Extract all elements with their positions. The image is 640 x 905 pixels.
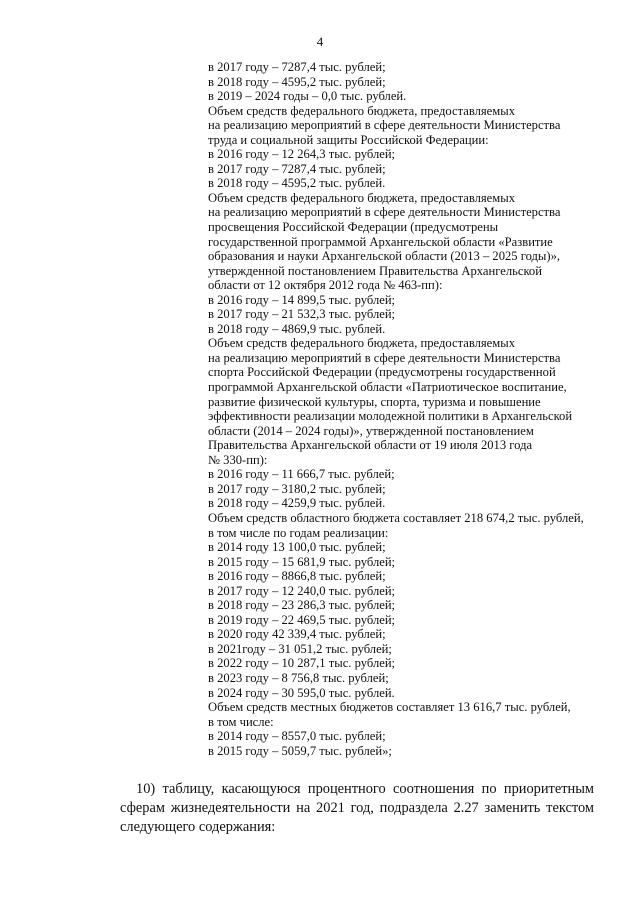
text-line: труда и социальной защиты Российской Федерации: <box>208 132 489 147</box>
text-line: в 2024 году – 30 595,0 тыс. рублей. <box>208 685 395 700</box>
text-line: на реализацию мероприятий в сфере деятельности Министерства <box>208 118 561 133</box>
text-line: Объем средств местных бюджетов составляет 13 616,7 тыс. рублей, <box>208 700 571 715</box>
text-line: в 2018 году – 4595,2 тыс. рублей. <box>208 176 386 191</box>
text-line: в том числе по годам реализации: <box>208 525 389 540</box>
text-line: в 2015 году – 5059,7 тыс. рублей»; <box>208 743 392 758</box>
text-line: на реализацию мероприятий в сфере деятельности Министерства <box>208 205 561 220</box>
text-line: области от 12 октября 2012 года № 463-пп): <box>208 278 443 293</box>
amendment-text-block <box>208 60 608 758</box>
text-line: в 2017 году – 7287,4 тыс. рублей; <box>208 161 386 176</box>
text-line: в 2014 году 13 100,0 тыс. рублей; <box>208 540 386 555</box>
text-line: в 2016 году – 14 899,5 тыс. рублей; <box>208 292 396 307</box>
page-number: 4 <box>316 34 324 49</box>
paragraph-line: сферам жизнедеятельности на 2021 год, подраздела 2.27 заменить текстом <box>120 800 594 816</box>
text-line: в 2017 году – 3180,2 тыс. рублей; <box>208 481 386 496</box>
text-line: Объем средств областного бюджета составляет 218 674,2 тыс. рублей, <box>208 510 584 525</box>
text-line: на реализацию мероприятий в сфере деятельности Министерства <box>208 350 561 365</box>
text-line: в 2021году – 31 051,2 тыс. рублей; <box>208 641 392 656</box>
text-line: в 2018 году – 4869,9 тыс. рублей. <box>208 321 386 336</box>
text-line: в 2018 году – 23 286,3 тыс. рублей; <box>208 598 396 613</box>
text-line: государственной программой Архангельской области «Развитие <box>208 234 553 249</box>
text-line: спорта Российской Федерации (предусмотрены государственной <box>208 365 556 380</box>
text-line: Правительства Архангельской области от 19 июля 2013 года <box>208 438 533 453</box>
text-line: в 2020 году 42 339,4 тыс. рублей; <box>208 627 386 642</box>
text-line: развитие физической культуры, спорта, туризма и повышение <box>208 394 541 409</box>
text-line: Объем средств федерального бюджета, предоставляемых <box>208 190 515 205</box>
text-line: программой Архангельской области «Патриотическое воспитание, <box>208 380 567 395</box>
text-line: области (2014 – 2024 годы)», утвержденной постановлением <box>208 423 534 438</box>
text-line: в 2023 году – 8 756,8 тыс. рублей; <box>208 670 389 685</box>
text-line: Объем средств федерального бюджета, предоставляемых <box>208 336 515 351</box>
text-line: просвещения Российской Федерации (предусмотрены <box>208 220 499 235</box>
amendment-paragraph <box>120 780 594 837</box>
text-line: Объем средств федерального бюджета, предоставляемых <box>208 103 515 118</box>
text-line: в 2018 году – 4259,9 тыс. рублей. <box>208 496 386 511</box>
text-line: в 2014 году – 8557,0 тыс. рублей; <box>208 729 386 744</box>
text-line: образования и науки Архангельской области (2013 – 2025 годы)», <box>208 249 561 264</box>
text-line: в 2022 году – 10 287,1 тыс. рублей; <box>208 656 396 671</box>
text-line: в 2015 году – 15 681,9 тыс. рублей; <box>208 554 396 569</box>
text-line: в том числе: <box>208 714 274 729</box>
text-line: в 2017 году – 7287,4 тыс. рублей; <box>208 60 386 74</box>
text-line: в 2016 году – 11 666,7 тыс. рублей; <box>208 467 395 482</box>
paragraph-line: следующего содержания: <box>120 819 276 835</box>
text-line: утвержденной постановлением Правительства Архангельской <box>208 263 542 278</box>
text-line: эффективности реализации молодежной политики в Архангельской <box>208 409 573 424</box>
paragraph-line: 10) таблицу, касающуюся процентного соотношения по приоритетным <box>136 781 594 797</box>
text-line: в 2017 году – 12 240,0 тыс. рублей; <box>208 583 396 598</box>
text-line: в 2019 – 2024 годы – 0,0 тыс. рублей. <box>208 89 407 104</box>
text-line: в 2017 году – 21 532,3 тыс. рублей; <box>208 307 396 322</box>
text-line: в 2019 году – 22 469,5 тыс. рублей; <box>208 612 396 627</box>
text-line: в 2016 году – 12 264,3 тыс. рублей; <box>208 147 396 162</box>
text-line: в 2016 году – 8866,8 тыс. рублей; <box>208 569 386 584</box>
text-line: в 2018 году – 4595,2 тыс. рублей; <box>208 74 386 89</box>
text-line: № 330-пп): <box>208 452 268 467</box>
